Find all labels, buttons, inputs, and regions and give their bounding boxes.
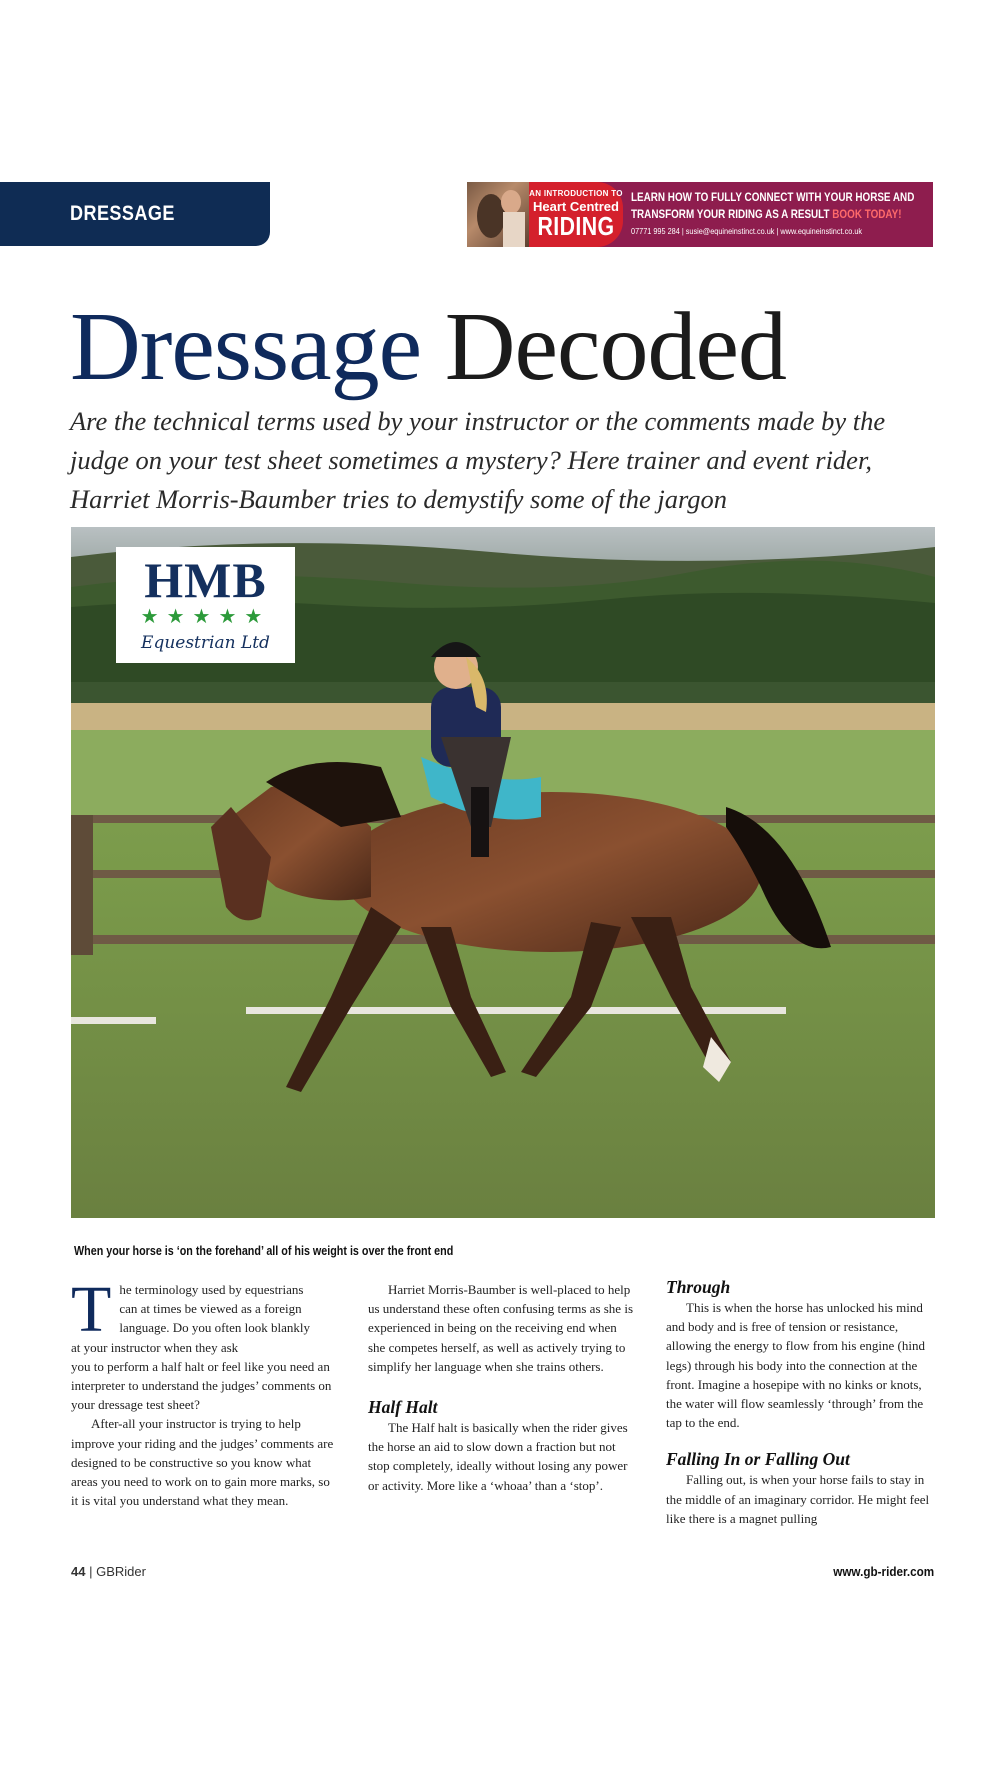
advert-logo: [529, 182, 623, 247]
col1-line-3: language. Do you often look blankly: [119, 1320, 310, 1336]
advert-line2-text: TRANSFORM YOUR RIDING AS A RESULT: [631, 209, 830, 221]
hmb-logo: [116, 547, 295, 663]
hmb-logo-text: HMB: [144, 552, 267, 608]
advert-cta[interactable]: BOOK TODAY!: [832, 209, 902, 221]
advert-contact: 07771 995 284 | susie@equineinstinct.co.uk | www.equineinstinct.co.uk: [631, 226, 863, 236]
advert-logo-line2: Heart Centred: [533, 199, 619, 214]
page-number: 44: [71, 1564, 86, 1579]
col3-paragraph-2: Falling out, is when your horse fails to stay in the middle of an imaginary corridor. He might feel like there is a magnet pulling: [666, 1472, 930, 1526]
advert-logo-line3: RIDING: [537, 211, 615, 241]
publication-name: GBRider: [96, 1564, 146, 1579]
article-title-part2: Decoded: [444, 293, 786, 401]
col1-line-1: he terminology used by equestrians: [119, 1282, 304, 1297]
subheading-falling-in-out: Falling In or Falling Out: [666, 1449, 850, 1470]
body-column-1: [71, 1273, 339, 1510]
col1-paragraph-1-rest: you to perform a half halt or feel like you need an interpreter to understand the judges’ comments on your dressage test sheet?: [71, 1358, 332, 1413]
col2-paragraph-1: Harriet Morris-Baumber is well-placed to help us understand these often confusing terms as she is experienced in being on the receiving end when she competes herself, as well as actively trying to simplify her language when she trains others.: [368, 1282, 634, 1374]
drop-cap: T: [71, 1273, 112, 1346]
photo-caption: When your horse is ‘on the forehand’ all of his weight is over the front end: [74, 1244, 454, 1258]
hmb-logo-subtitle: Equestrian Ltd: [141, 633, 270, 653]
col1-paragraph-2: After-all your instructor is trying to help improve your riding and the judges’ comments are designed to be constructive so you know what areas you need to work on to gain more marks, so it is vital you understand what they mean.: [71, 1416, 334, 1509]
subheading-through: Through: [666, 1277, 731, 1297]
article-title-part1: Dressage: [70, 293, 422, 401]
article-standfirst: Are the technical terms used by your instructor or the comments made by the judge on your test sheet sometimes a mystery? Here trainer and event rider, Harriet Morris-Baumber tries to demystify some of the jargon: [70, 406, 886, 514]
section-label: DRESSAGE: [70, 202, 175, 225]
advert-photo: [467, 182, 529, 247]
footer-url[interactable]: www.gb-rider.com: [833, 1564, 934, 1579]
advert-line2: [631, 207, 914, 224]
advert-banner[interactable]: [467, 182, 933, 247]
subheading-half-halt: Half Halt: [368, 1397, 438, 1418]
page-footer-left: [71, 1564, 146, 1579]
col2-paragraph-2: The Half halt is basically when the rider gives the horse an aid to slow down a fraction but not stop completely, ideally without losing any power or activity. More like a ‘whoaa’ than a ‘stop’.: [368, 1420, 628, 1493]
hmb-logo-stars: ★★★★★: [140, 606, 271, 628]
body-column-3: [666, 1276, 934, 1528]
col1-paragraph-1: [71, 1273, 339, 1414]
col1-line-2: can at times be viewed as a foreign: [119, 1301, 302, 1317]
advert-logo-line1: AN INTRODUCTION TO: [529, 189, 623, 198]
body-column-2: [368, 1280, 636, 1495]
article-title: [70, 293, 786, 401]
col1-line-4: at your instructor when they ask: [71, 1339, 239, 1355]
footer-separator: |: [85, 1564, 97, 1579]
advert-line1: LEARN HOW TO FULLY CONNECT WITH YOUR HORSE AND: [631, 192, 915, 204]
col3-paragraph-1: This is when the horse has unlocked his mind and body and is free of tension or resistance, allowing the energy to flow from his engine (hind legs) through his body into the connection at the front. Imagine a hosepipe with no kinks or knots, the water will flow seamlessly ‘through’ from the tap to the end.: [666, 1300, 925, 1431]
advert-text: [623, 182, 933, 247]
section-tab: [0, 182, 270, 246]
article-photo: [71, 527, 935, 1218]
